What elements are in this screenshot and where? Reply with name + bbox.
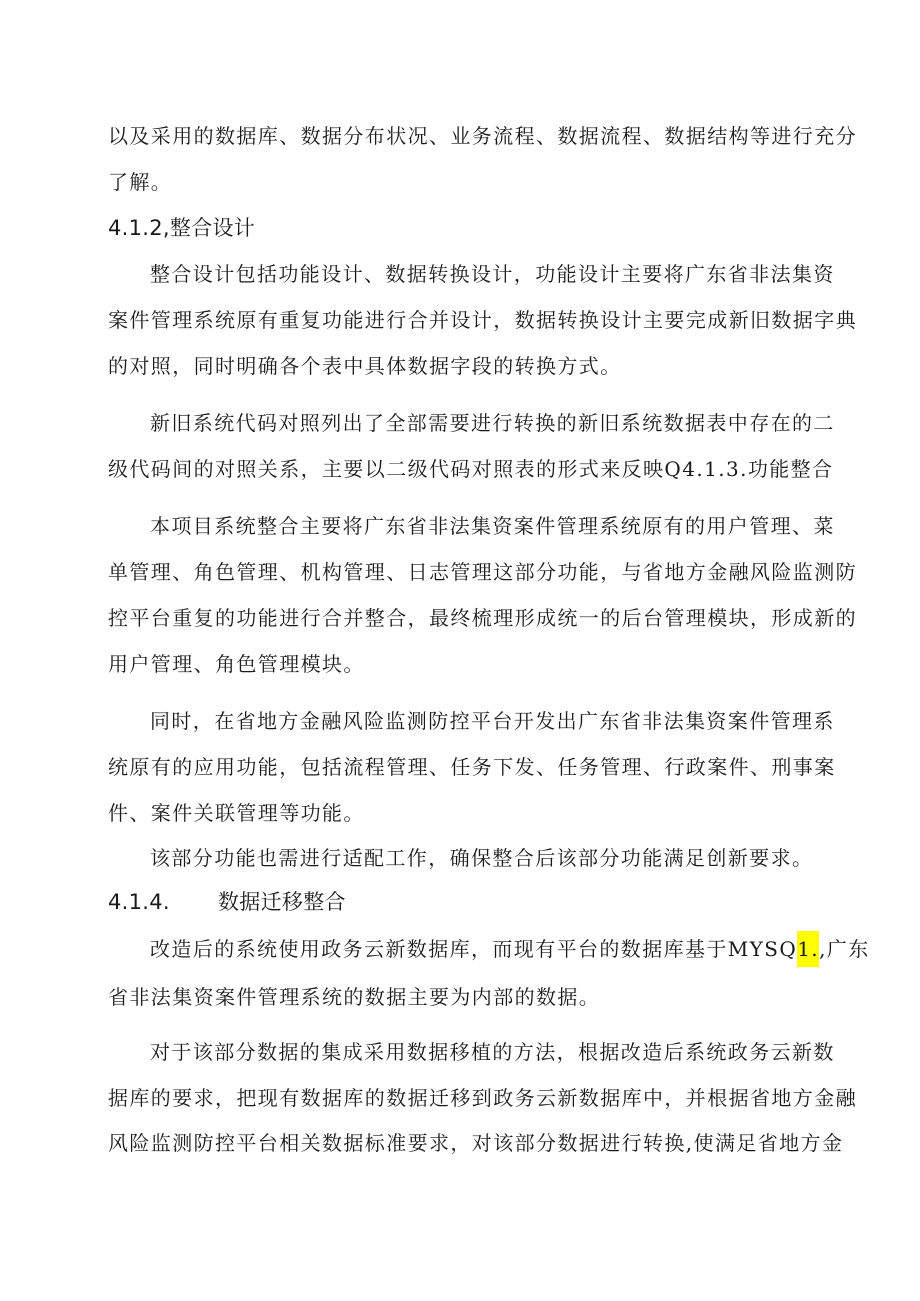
paragraph-line: 省非法集资案件管理系统的数据主要为内部的数据。 <box>108 985 601 1009</box>
paragraph-line: 以及采用的数据库、数据分布状况、业务流程、数据流程、数据结构等进行充分 <box>108 124 857 148</box>
paragraph-line: 新旧系统代码对照列出了全部需要进行转换的新旧系统数据表中存在的二 <box>150 411 835 435</box>
paragraph-line: 案件管理系统原有重复功能进行合并设计，数据转换设计主要完成新旧数据字典 <box>108 308 857 332</box>
paragraph-line-with-highlight <box>150 935 870 963</box>
paragraph-line: 了解。 <box>108 170 173 194</box>
paragraph-line: 件、案件关联管理等功能。 <box>108 801 365 825</box>
paragraph-line: 控平台重复的功能进行合并整合，最终梳理形成统一的后台管理模块，形成新的 <box>108 606 857 630</box>
section-heading-4-1-2: 4.1.2,整合设计 <box>108 216 256 240</box>
text-segment: 改造后的系统使用政务云新数据库，而现有平台的数据库基于MYSQ <box>150 937 798 961</box>
paragraph-line: 同时，在省地方金融风险监测防控平台开发出广东省非法集资案件管理系 <box>150 709 835 733</box>
text-segment: ,广东 <box>819 937 870 961</box>
paragraph-line: 风险监测防控平台相关数据标准要求，对该部分数据进行转换,使满足省地方金 <box>108 1131 844 1155</box>
paragraph-line: 统原有的应用功能，包括流程管理、任务下发、任务管理、行政案件、刑事案 <box>108 755 836 779</box>
paragraph-line: 对于该部分数据的集成采用数据移植的方法，根据改造后系统政务云新数 <box>150 1040 835 1064</box>
paragraph-line: 本项目系统整合主要将广东省非法集资案件管理系统原有的用户管理、菜 <box>150 514 835 538</box>
paragraph-line: 据库的要求，把现有数据库的数据迁移到政务云新数据库中，并根据省地方金融 <box>108 1086 857 1110</box>
paragraph-line: 单管理、角色管理、机构管理、日志管理这部分功能，与省地方金融风险监测防 <box>108 560 857 584</box>
highlighted-text: 1. <box>797 931 819 967</box>
section-heading-title: 数据迁移整合 <box>218 890 346 914</box>
paragraph-line: 级代码间的对照关系，主要以二级代码对照表的形式来反映Q4.1.3.功能整合 <box>108 457 834 481</box>
paragraph-line: 用户管理、角色管理模块。 <box>108 652 365 676</box>
paragraph-line: 该部分功能也需进行适配工作，确保整合后该部分功能满足创新要求。 <box>150 846 814 870</box>
section-heading-number: 4.1.4. <box>108 890 170 914</box>
paragraph-line: 整合设计包括功能设计、数据转换设计，功能设计主要将广东省非法集资 <box>150 262 835 286</box>
paragraph-line: 的对照，同时明确各个表中具体数据字段的转换方式。 <box>108 354 622 378</box>
